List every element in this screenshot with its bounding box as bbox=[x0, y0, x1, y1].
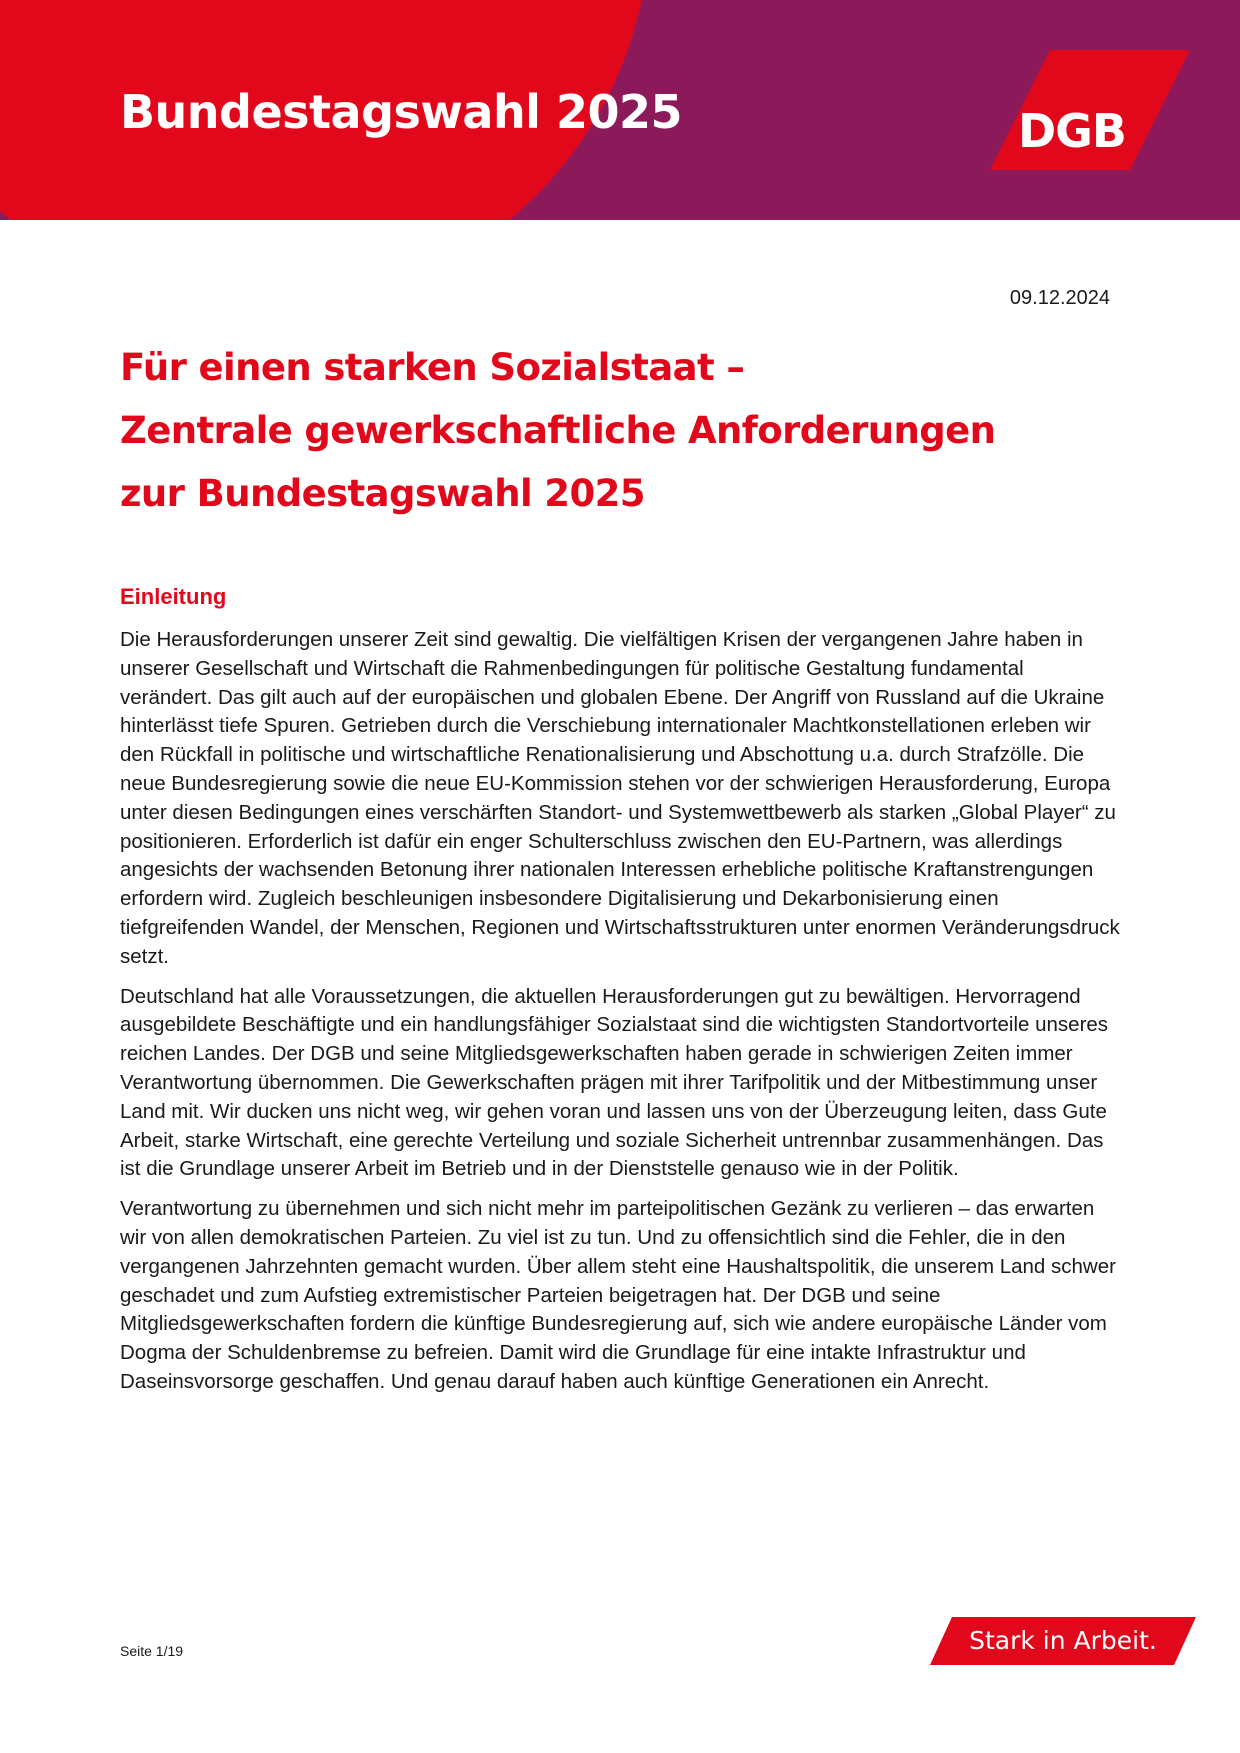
document-title-line: zur Bundestagswahl 2025 bbox=[120, 472, 645, 515]
banner-title: Bundestagswahl 2025 bbox=[120, 85, 682, 139]
document-title-line: Für einen starken Sozialstaat – bbox=[120, 346, 745, 389]
section-heading: Einleitung bbox=[120, 584, 227, 609]
dgb-logo bbox=[990, 50, 1190, 170]
document-date: 09.12.2024 bbox=[1009, 287, 1110, 309]
page-number: Seite 1/19 bbox=[120, 1643, 184, 1659]
body-paragraph: Die Herausforderungen unserer Zeit sind gewaltig. Die vielfältigen Krisen der vergangenen Jahre haben in unserer Gesellschaft und Wirtschaft die Rahmenbedingungen für politische Gestaltung fundamental verändert. Das gilt auch auf der europäischen und globalen Ebene. Der Angriff von Russland auf die Ukraine hinterlässt tiefe Spuren. Getrieben durch die Verschiebung internationaler Machtkonstellationen erleben wir den Rückfall in politische und wirtschaftliche Renationalisierung und Abschottung u.a. durch Strafzölle. Die neue Bundesregierung sowie die neue EU-Kommission stehen vor der schwierigen Herausforderung, Europa unter diesen Bedingungen eines verschärften Standort- und Systemwettbewerb als starken „Global Player“ zu positionieren. Erforderlich ist dafür ein enger Schulterschluss zwischen den EU-Partnern, was allerdings angesichts der wachsenden Betonung ihrer nationalen Interessen erhebliche politische Kraftanstrengungen erfordern wird. Zugleich beschleunigen insbesondere Digitalisierung und Dekarbonisierung einen tiefgreifenden Wandel, der Menschen, Regionen und Wirtschaftsstrukturen unter enormen Veränderungsdruck setzt. bbox=[120, 628, 1120, 968]
slogan-text: Stark in Arbeit. bbox=[969, 1626, 1157, 1655]
body-paragraph: Deutschland hat alle Voraussetzungen, die aktuellen Herausforderungen gut zu bewältigen. Hervorragend ausgebildete Beschäftigte und ein handlungsfähiger Sozialstaat sind die wichtigsten Standortvorteile unseres reichen Landes. Der DGB und seine Mitgliedsgewerkschaften haben gerade in schwierigen Zeiten immer Verantwortung übernommen. Die Gewerkschaften prägen mit ihrer Tarifpolitik und der Mitbestimmung unser Land mit. Wir ducken uns nicht weg, wir gehen voran und lassen uns von der Überzeugung leiten, dass Gute Arbeit, starke Wirtschaft, eine gerechte Verteilung und soziale Sicherheit untrennbar zusammenhängen. Das ist die Grundlage unserer Arbeit im Betrieb und in der Dienststelle genauso wie in der Politik. bbox=[120, 984, 1109, 1181]
logo-text: DGB bbox=[1017, 104, 1127, 158]
body-paragraph: Verantwortung zu übernehmen und sich nicht mehr im parteipolitischen Gezänk zu verlieren – das erwarten wir von allen demokratischen Parteien. Zu viel ist zu tun. Und zu offensichtlich sind die Fehler, die in den vergangenen Jahrzehnten gemacht wurden. Über allem steht eine Haushaltspolitik, die unserem Land schwer geschadet und zum Aufstieg extremistischer Parteien beigetragen hat. Der DGB und seine Mitgliedsgewerkschaften fordern die künftige Bundesregierung auf, sich wie andere europäische Länder vom Dogma der Schuldenbremse zu befreien. Damit wird die Grundlage für eine intakte Infrastruktur und Daseinsvorsorge geschaffen. Und genau darauf haben auch künftige Generationen ein Anrecht. bbox=[120, 1197, 1116, 1393]
document-body bbox=[120, 580, 1120, 1408]
document-title-line: Zentrale gewerkschaftliche Anforderungen bbox=[120, 409, 996, 452]
slogan-badge bbox=[930, 1617, 1196, 1665]
header-banner bbox=[0, 0, 1240, 220]
document-title bbox=[120, 336, 1130, 525]
